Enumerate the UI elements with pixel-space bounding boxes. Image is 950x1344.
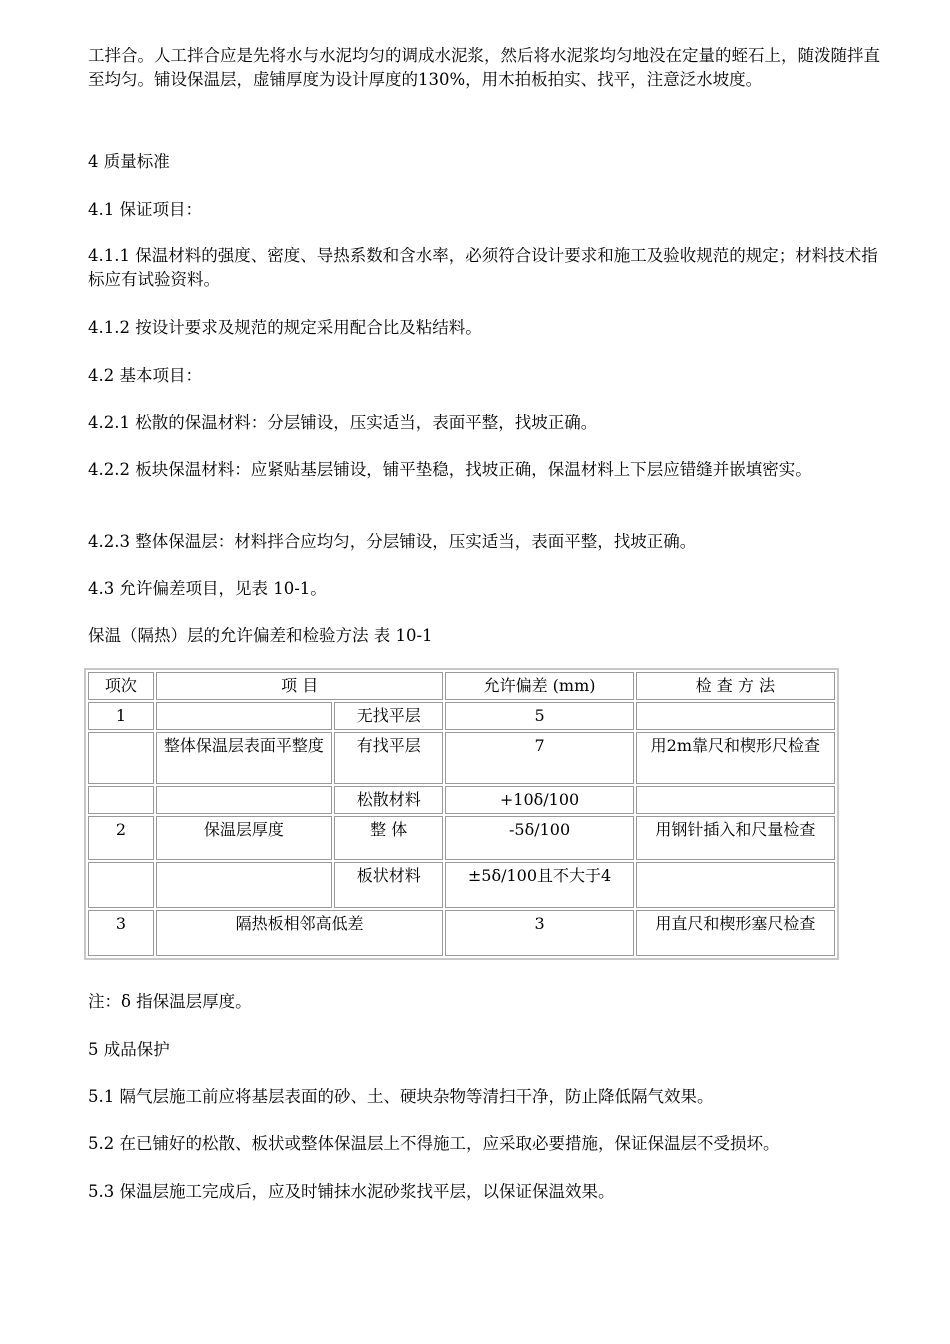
table-header-row	[88, 672, 835, 700]
section-4-2-3: 4.2.3 整体保温层：材料拌合应均匀，分层铺设，压实适当，表面平整，找坡正确。	[88, 532, 697, 551]
table-row	[88, 910, 835, 956]
table-cell: 用钢针插入和尺量检查	[636, 816, 835, 860]
table-cell	[156, 862, 332, 908]
table-cell	[636, 862, 835, 908]
table-row	[88, 786, 835, 814]
section-4-heading: 4 质量标准	[88, 152, 170, 171]
section-5-3: 5.3 保温层施工完成后，应及时铺抹水泥砂浆找平层，以保证保温效果。	[88, 1182, 615, 1201]
table-cell: 2	[88, 816, 154, 860]
table-cell: +10δ/100	[445, 786, 633, 814]
section-5-2: 5.2 在已铺好的松散、板状或整体保温层上不得施工，应采取必要措施，保证保温层不受损坏。	[88, 1134, 780, 1153]
header-cell: 检 查 方 法	[636, 672, 835, 700]
table-cell: 5	[445, 702, 633, 730]
table-row	[88, 702, 835, 730]
section-5-heading: 5 成品保护	[88, 1040, 170, 1059]
table-cell	[156, 702, 332, 730]
section-5-1: 5.1 隔气层施工前应将基层表面的砂、土、硬块杂物等清扫干净，防止降低隔气效果。	[88, 1087, 714, 1106]
table-cell: 板状材料	[334, 862, 444, 908]
table-cell: 用2m靠尺和楔形尺检查	[636, 732, 835, 784]
section-4-2-heading: 4.2 基本项目：	[88, 366, 202, 385]
table-cell: 3	[445, 910, 633, 956]
header-cell: 项 目	[156, 672, 444, 700]
table-cell: 无找平层	[334, 702, 444, 730]
table-row	[88, 862, 835, 908]
section-4-3: 4.3 允许偏差项目，见表 10-1。	[88, 579, 327, 598]
table-caption: 保温（隔热）层的允许偏差和检验方法 表 10-1	[88, 626, 433, 645]
table-cell	[156, 786, 332, 814]
table-cell	[88, 786, 154, 814]
table-row	[88, 816, 835, 860]
table-cell: 松散材料	[334, 786, 444, 814]
tolerance-table	[84, 668, 839, 960]
section-4-1-1: 4.1.1 保温材料的强度、密度、导热系数和含水率，必须符合设计要求和施工及验收规范的规定；材料技术指标应有试验资料。	[88, 246, 878, 289]
header-cell: 项次	[88, 672, 154, 700]
intro-paragraph: 工拌合。人工拌合应是先将水与水泥均匀的调成水泥浆，然后将水泥浆均匀地没在定量的蛭石上，随泼随拌直至均匀。铺设保温层，虚铺厚度为设计厚度的130%，用木拍板拍实、找平，注意泛水坡度。	[88, 46, 880, 89]
table-cell: -5δ/100	[445, 816, 633, 860]
section-4-2-2: 4.2.2 板块保温材料：应紧贴基层铺设，铺平垫稳，找坡正确，保温材料上下层应错缝并嵌填密实。	[88, 460, 812, 479]
table-cell: 用直尺和楔形塞尺检查	[636, 910, 835, 956]
table-cell	[88, 732, 154, 784]
table-cell: 保温层厚度	[156, 816, 332, 860]
table-cell: 1	[88, 702, 154, 730]
table-cell: 隔热板相邻高低差	[156, 910, 444, 956]
table-cell: 3	[88, 910, 154, 956]
table-cell: 整 体	[334, 816, 444, 860]
table-cell: 7	[445, 732, 633, 784]
section-4-2-1: 4.2.1 松散的保温材料：分层铺设，压实适当，表面平整，找坡正确。	[88, 413, 598, 432]
table-cell	[636, 702, 835, 730]
table-note: 注：δ 指保温层厚度。	[88, 992, 252, 1011]
table-cell: ±5δ/100且不大于4	[445, 862, 633, 908]
table-cell	[88, 862, 154, 908]
table-cell	[636, 786, 835, 814]
section-4-1-heading: 4.1 保证项目：	[88, 200, 202, 219]
table-cell: 有找平层	[334, 732, 444, 784]
header-cell: 允许偏差 (mm)	[445, 672, 633, 700]
table-row	[88, 732, 835, 784]
table-cell: 整体保温层表面平整度	[156, 732, 332, 784]
section-4-1-2: 4.1.2 按设计要求及规范的规定采用配合比及粘结料。	[88, 318, 482, 337]
